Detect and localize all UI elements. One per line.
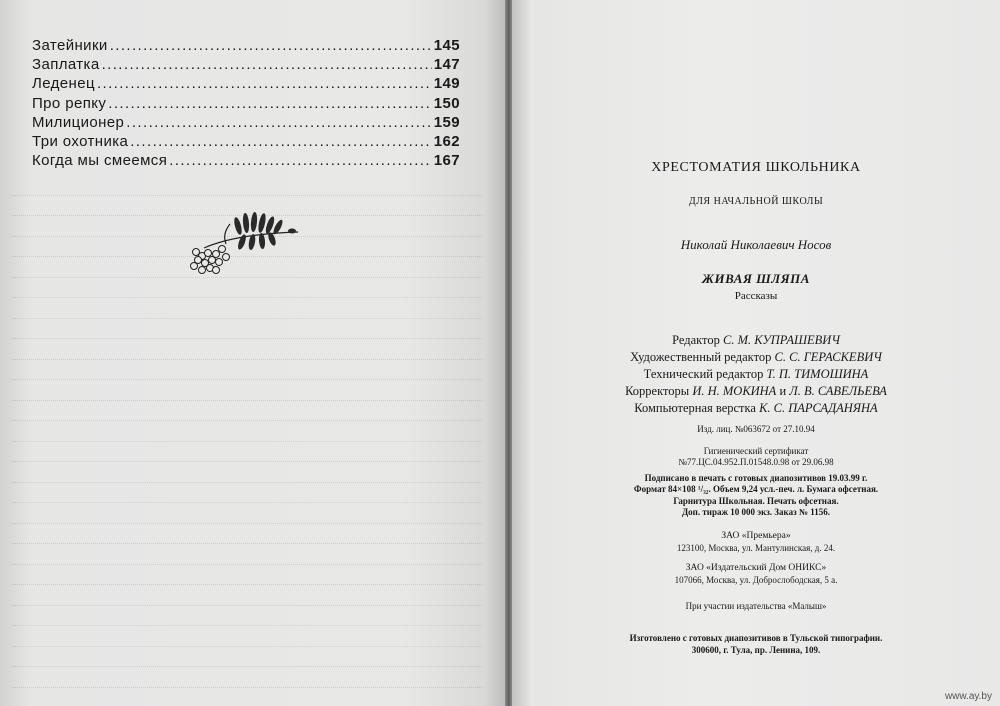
toc-page-number: 149	[433, 75, 460, 93]
toc-page-number: 167	[433, 152, 460, 170]
series-title: ХРЕСТОМАТИЯ ШКОЛЬНИКА	[651, 160, 861, 175]
toc-title: Затейники	[32, 37, 108, 54]
toc-title: Милиционер	[32, 113, 125, 131]
print-line: Подписано в печать с готовых диапозитивов 19.03.99 г.	[644, 473, 868, 483]
toc-entry	[32, 133, 460, 152]
credit-line	[512, 366, 1000, 383]
toc-leader-dots	[102, 56, 432, 73]
toc-entry	[32, 114, 460, 133]
publisher-name: ЗАО «Издательский Дом ОНИКС»	[685, 563, 827, 573]
toc-title: Про репку	[32, 94, 107, 112]
toc-title: Три охотника	[32, 132, 129, 150]
toc-page-number: 145	[433, 37, 460, 54]
printing-house: Изготовлено с готовых диапозитивов в Тульской типографии.	[629, 633, 883, 643]
printing-house-address: 300600, г. Тула, пр. Ленина, 109.	[691, 645, 821, 655]
toc-entry	[32, 56, 460, 75]
print-line: Формат 84×108 ¹/₃₂. Объем 9,24 усл.-печ. л. Бумага офсетная.	[633, 484, 879, 495]
toc-page-number: 147	[433, 56, 460, 74]
credit-name: И. Н. МОКИНА	[692, 384, 777, 398]
hygiene-cert-title: Гигиенический сертификат	[703, 446, 809, 456]
toc-leader-dots	[126, 114, 431, 131]
book-title: ЖИВАЯ ШЛЯПА	[702, 271, 810, 286]
hygiene-cert-number: №77.ЦС.04.952.П.01548.0.98 от 29.06.98	[678, 457, 834, 467]
toc-entry	[32, 95, 460, 114]
credit-line	[512, 332, 1000, 349]
toc-title: Заплатка	[32, 56, 100, 74]
print-line: Гарнитура Школьная. Печать офсетная.	[673, 495, 839, 506]
rowan-branch-icon	[186, 204, 302, 280]
credit-role: Редактор	[672, 333, 720, 347]
book-gutter	[505, 0, 512, 706]
credit-name: Т. П. ТИМОШИНА	[766, 367, 869, 381]
toc-leader-dots	[110, 37, 432, 54]
toc-page-number: 150	[433, 94, 460, 112]
toc-page-number: 162	[433, 132, 460, 150]
credit-role: Технический редактор	[643, 367, 764, 381]
toc-leader-dots	[130, 133, 431, 150]
credit-role: Компьютерная верстка	[634, 401, 756, 415]
toc-leader-dots	[169, 152, 432, 169]
publisher-address: 107066, Москва, ул. Доброслободская, 5 а.	[674, 575, 838, 585]
credits-block	[512, 332, 1000, 417]
toc-page-number: 159	[433, 113, 460, 131]
author-name: Николай Николаевич Носов	[680, 237, 832, 252]
table-of-contents	[32, 37, 460, 171]
toc-title: Когда мы смеемся	[32, 152, 168, 170]
participation-note: При участии издательства «Малыш»	[685, 601, 827, 611]
toc-entry	[32, 37, 460, 56]
print-details	[512, 473, 1000, 519]
print-line: Доп. тираж 10 000 экз. Заказ № 1156.	[681, 507, 831, 518]
credit-name: С. М. КУПРАШЕВИЧ	[722, 333, 840, 347]
toc-entry	[32, 152, 460, 171]
credit-line	[512, 349, 1000, 366]
publisher-license: Изд. лиц. №063672 от 27.10.94	[697, 424, 815, 434]
credit-name: С. С. ГЕРАСКЕВИЧ	[774, 350, 882, 364]
publisher-address: 123100, Москва, ул. Мантулинская, д. 24.	[676, 543, 836, 553]
toc-leader-dots	[97, 75, 432, 92]
credit-name: К. С. ПАРСАДАНЯНА	[759, 401, 878, 415]
book-genre: Рассказы	[734, 290, 778, 302]
publisher-name: ЗАО «Премьера»	[721, 531, 791, 541]
credit-name: Л. В. САВЕЛЬЕВА	[789, 384, 887, 398]
toc-title: Леденец	[32, 75, 95, 93]
credit-role: Художественный редактор	[630, 350, 772, 364]
series-subtitle: ДЛЯ НАЧАЛЬНОЙ ШКОЛЫ	[688, 196, 824, 207]
watermark: www.ay.by	[944, 691, 992, 702]
credit-role: Корректоры	[625, 384, 690, 398]
credit-line	[512, 400, 1000, 417]
credit-line	[512, 383, 1000, 400]
toc-entry	[32, 75, 460, 94]
credit-joiner: и	[779, 384, 787, 398]
toc-leader-dots	[108, 95, 431, 112]
